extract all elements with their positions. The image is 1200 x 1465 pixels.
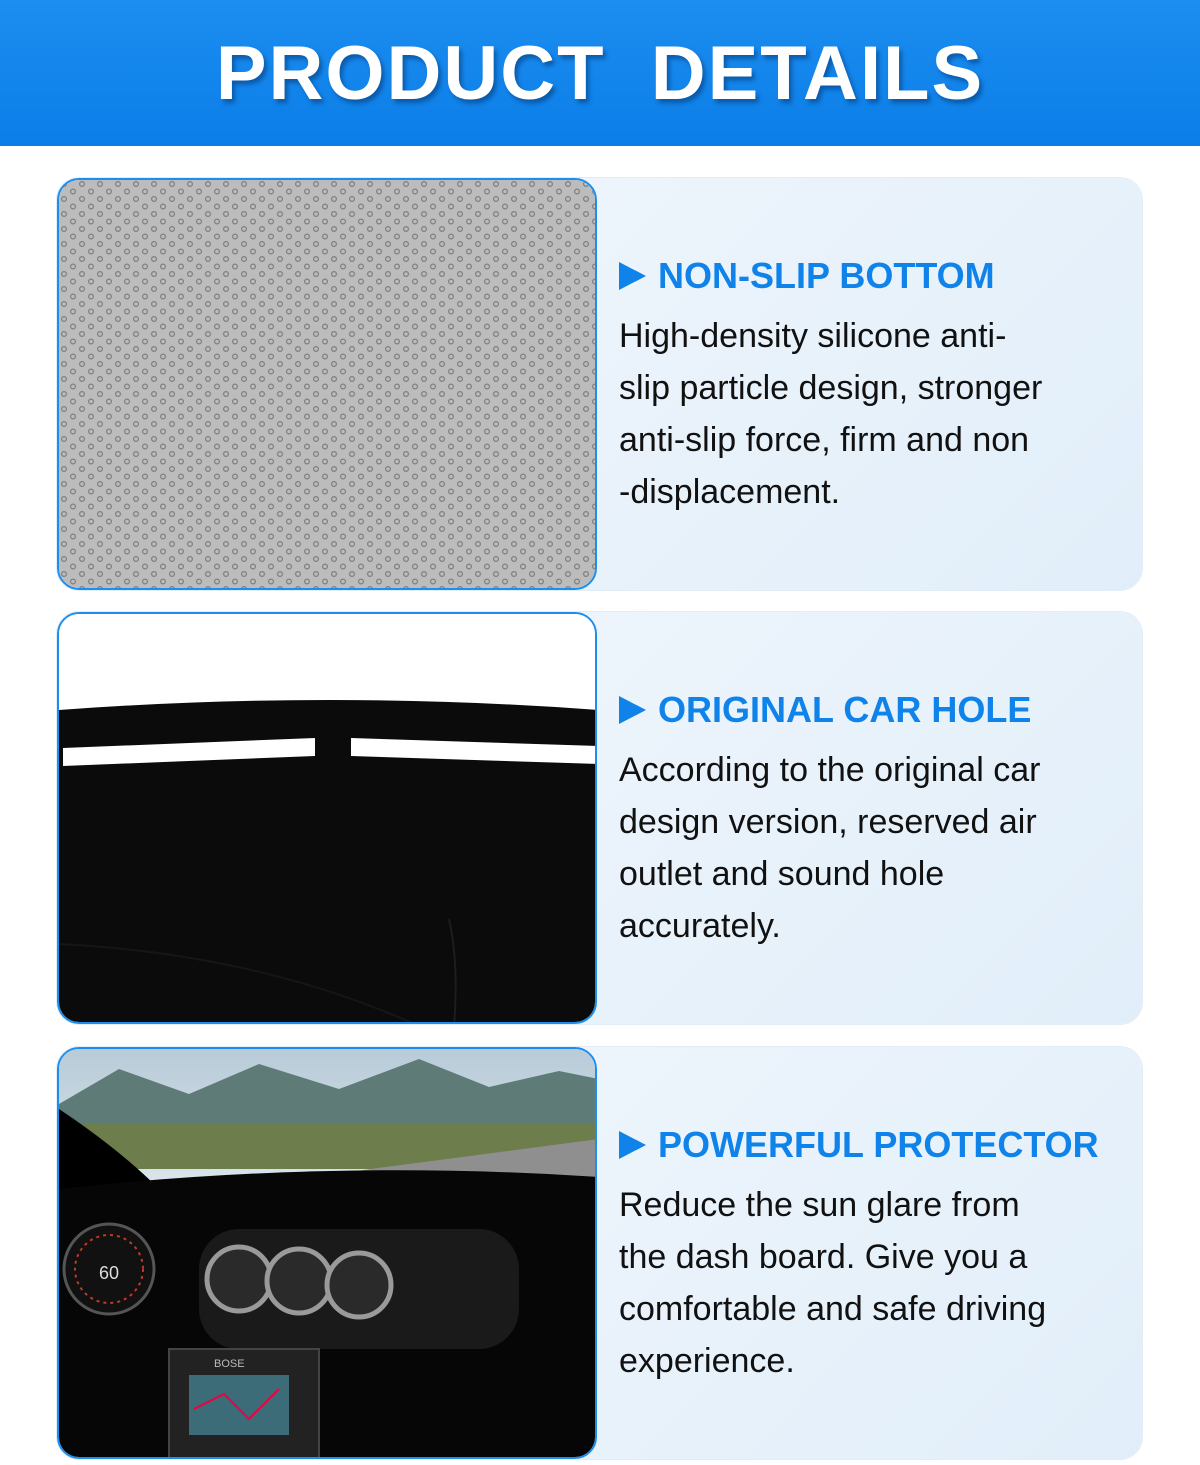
description-line: experience.	[619, 1342, 795, 1380]
feature-description	[619, 310, 1109, 518]
description-line: anti-slip force, firm and non	[619, 421, 1030, 459]
description-line: -displacement.	[619, 473, 841, 511]
description-line: accurately.	[619, 907, 781, 945]
feature-heading	[619, 1123, 1109, 1167]
feature-heading	[619, 254, 1109, 298]
description-line: comfortable and safe driving	[619, 1290, 1047, 1328]
description-line: According to the original car	[619, 751, 1041, 789]
dash-mat-image	[57, 612, 597, 1024]
feature-title: ORIGINAL CAR HOLE	[658, 689, 1032, 730]
dashboard-scene-image	[57, 1047, 597, 1459]
header-banner	[0, 0, 1200, 146]
feature-card-non-slip	[57, 178, 1142, 590]
feature-title: NON-SLIP BOTTOM	[658, 255, 995, 296]
feature-heading	[619, 688, 1109, 732]
feature-text-non-slip	[619, 254, 1109, 518]
feature-card-protector	[57, 1047, 1142, 1459]
feature-text-protector	[619, 1123, 1109, 1387]
page-title: PRODUCT DETAILS	[215, 30, 985, 116]
play-triangle-icon	[619, 1131, 646, 1159]
non-slip-texture-image	[57, 178, 597, 590]
radio-brand-label: BOSE	[214, 1358, 245, 1370]
feature-description	[619, 744, 1109, 952]
description-line: the dash board. Give you a	[619, 1238, 1028, 1276]
description-line: slip particle design, stronger	[619, 369, 1043, 407]
description-line: Reduce the sun glare from	[619, 1186, 1020, 1224]
description-line: High-density silicone anti-	[619, 317, 1007, 355]
play-triangle-icon	[619, 696, 646, 724]
gauge-reading: 60	[99, 1263, 120, 1283]
feature-text-car-hole	[619, 688, 1109, 952]
feature-title: POWERFUL PROTECTOR	[658, 1124, 1099, 1165]
play-triangle-icon	[619, 262, 646, 290]
feature-card-car-hole	[57, 612, 1142, 1024]
description-line: outlet and sound hole	[619, 855, 945, 893]
description-line: design version, reserved air	[619, 803, 1037, 841]
feature-description	[619, 1179, 1109, 1387]
